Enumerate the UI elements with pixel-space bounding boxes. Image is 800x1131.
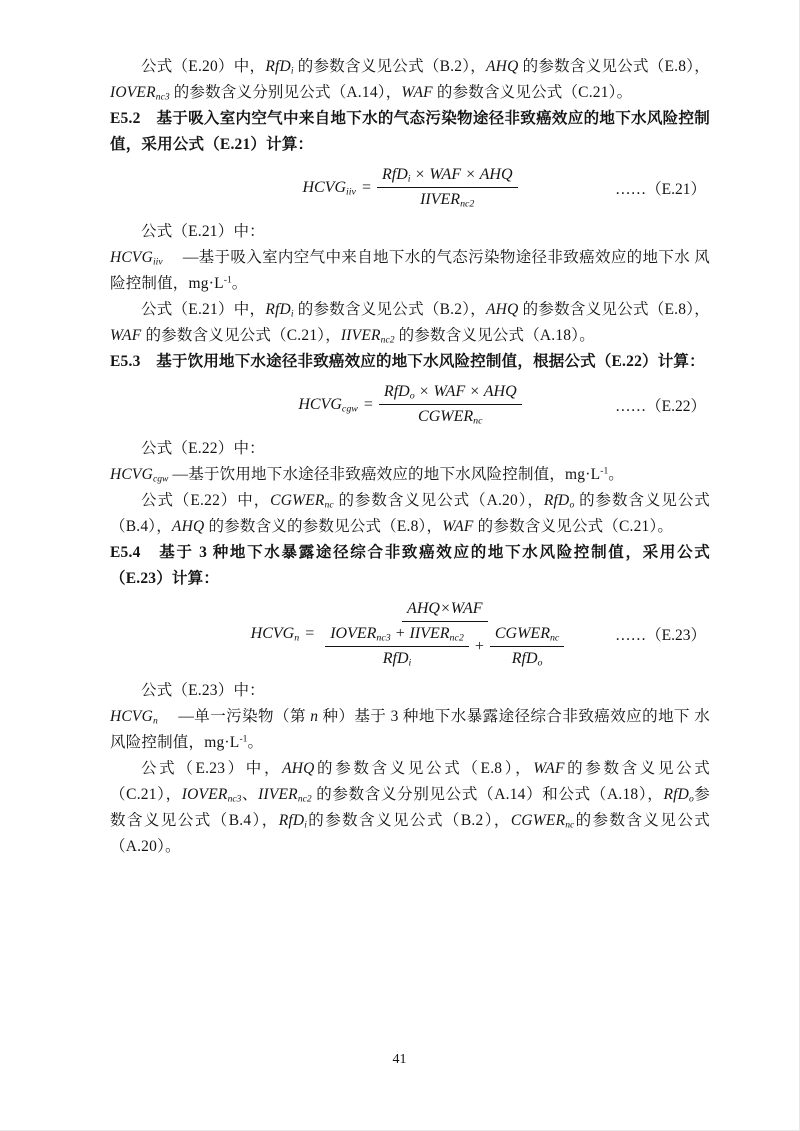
paragraph-hcvgcgw-definition: $HCVG_{cgw}$ —基于饮用地下水途径非致癌效应的地下水风险控制值，$mg\cdot L^{-1}$。: [110, 465, 624, 485]
formula-e23-sub2-numerator: $CGWER_{nc}$: [490, 624, 564, 647]
paragraph-hcvgn-definition: $HCVG_n$ —单一污染物（第 n 种）基于 3 种地下水暴露途径综合非致癌效应的地下 水风险控制值，$mg\cdot L^{-1}$。: [110, 708, 710, 751]
heading-e5-4: E5.4 基于 3 种地下水暴露途径综合非致癌效应的地下水风险控制值，采用公式（E.23）计算：: [110, 544, 710, 587]
formula-e23-sub2-denominator: RfD$_o$: [511, 650, 543, 669]
formula-e21: [110, 165, 710, 210]
formula-e23-numerator: AHQ×WAF: [402, 599, 487, 622]
formula-e21-numerator: RfD$_i$ × WAF × AHQ: [377, 165, 518, 188]
formula-e22-lhs: $HCVG_{cgw}$: [298, 395, 358, 414]
formula-e22-body: [298, 382, 521, 427]
formula-e22-denominator: $CGWER_{nc}$: [418, 408, 483, 427]
formula-e23-subfraction-2: [490, 624, 564, 669]
formula-e23-sub1-denominator: RfD$_i$: [382, 650, 412, 669]
page-content: [110, 54, 710, 860]
formula-e23-fraction: [320, 599, 569, 669]
paragraph-e21-zhong: 公式（E.21）中：: [141, 223, 265, 240]
paragraph-e20-refs: 公式（E.20）中，RfD$_i$ 的参数含义见公式（B.2），AHQ 的参数含义见公式（E.8），$IOVER_{nc3}$ 的参数含义分别见公式（A.14），WAF 的参数含义见公式（C.21）。: [110, 58, 710, 103]
formula-e23-lhs: $HCVG_n$: [250, 625, 300, 644]
formula-e22-number: ……（E.22）: [615, 397, 706, 415]
paragraph-e23-zhong: 公式（E.23）中：: [141, 682, 265, 699]
formula-e23-body: [251, 599, 570, 669]
page-number: 41: [392, 1052, 407, 1067]
paragraph-e22-zhong: 公式（E.22）中：: [141, 440, 265, 457]
heading-e5-3: E5.3 基于饮用地下水途径非致癌效应的地下水风险控制值，根据公式（E.22）计算：: [110, 353, 705, 370]
formula-e23: [110, 599, 710, 669]
formula-e23-number: ……（E.23）: [615, 627, 706, 644]
formula-e21-lhs: $HCVG_{iiv}$: [302, 178, 356, 197]
formula-e21-fraction: [377, 165, 518, 210]
formula-e23-sub1-numerator: $IOVER_{nc3}$ + $IIVER_{nc2}$: [325, 624, 469, 647]
paragraph-hcvgiiv-definition: $HCVG_{iiv}$ —基于吸入室内空气中来自地下水的气态污染物途径非致癌效应的地下水 风险控制值，$mg\cdot L^{-1}$。: [110, 249, 710, 292]
equals-sign: =: [361, 178, 371, 196]
paragraph-e23-refs: 公式（E.23）中，AHQ的参数含义见公式（E.8），WAF的参数含义见公式（C.21），$IOVER_{nc3}$、$IIVER_{nc2}$ 的参数含义分别见公式（A.14）和公式（A.18），RfD$_o$参数含义见公式（B.4），RfD$_i$的参数含义见公式（B.2），$CGWER_{nc}$的参数含义见公式（A.20）。: [110, 760, 711, 855]
formula-e22: [110, 382, 710, 427]
equals-sign: =: [305, 625, 315, 642]
formula-e23-subfraction-1: [325, 624, 469, 669]
equals-sign: =: [363, 395, 373, 413]
formula-e21-body: [302, 165, 517, 210]
plus-sign: +: [474, 637, 484, 655]
formula-e23-denominator: [320, 622, 569, 669]
formula-e21-number: ……（E.21）: [615, 180, 706, 198]
formula-e22-numerator: RfD$_o$ × WAF × AHQ: [379, 382, 522, 405]
heading-e5-2: E5.2 基于吸入室内空气中来自地下水的气态污染物途径非致癌效应的地下水风险控制值，采用公式（E.21）计算：: [110, 110, 710, 153]
formula-e22-fraction: [379, 382, 522, 427]
formula-e21-denominator: $IIVER_{nc2}$: [420, 191, 475, 210]
paragraph-e22-refs: 公式（E.22）中，$CGWER_{nc}$ 的参数含义见公式（A.20），RfD$_o$ 的参数含义见公式（B.4），AHQ 的参数含义的参数见公式（E.8），WAF 的参数含义见公式（C.21）。: [110, 492, 710, 535]
paragraph-e21-refs: 公式（E.21）中，RfD$_i$ 的参数含义见公式（B.2），AHQ 的参数含义见公式（E.8），WAF 的参数含义见公式（C.21），$IIVER_{nc2}$ 的参数含义见公式（A.18）。: [110, 301, 710, 346]
